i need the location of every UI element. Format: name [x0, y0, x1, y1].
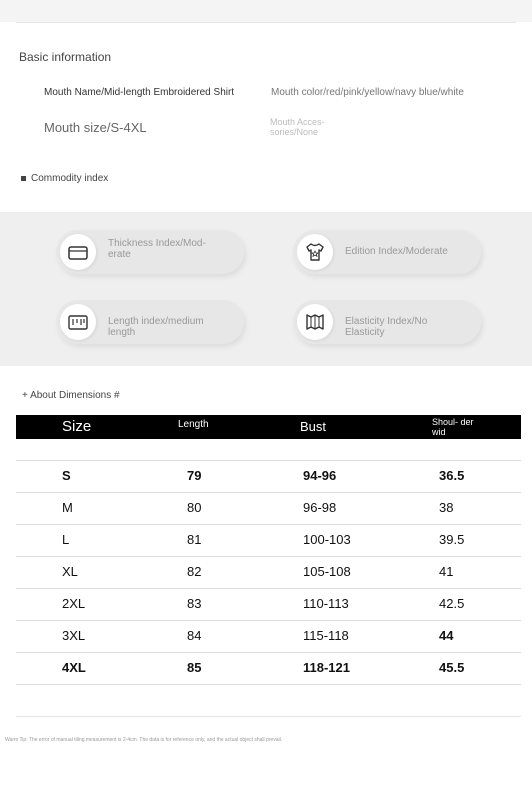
- cell-bust: 100-103: [303, 532, 351, 547]
- commodity-index-heading: [21, 173, 108, 184]
- cell-length: 80: [187, 500, 202, 515]
- header-length: Length: [178, 419, 209, 430]
- divider: [16, 22, 516, 23]
- fabric-icon: [297, 304, 333, 340]
- cell-length: 81: [187, 532, 202, 547]
- dimensions-heading: + About Dimensions #: [22, 390, 120, 401]
- cell-length: 83: [187, 596, 202, 611]
- table-row: [16, 589, 521, 621]
- elasticity-index-label: Elasticity Index/No Elasticity: [345, 316, 428, 338]
- length-index-pill: [56, 300, 244, 344]
- length-index-label: Length index/medium length: [108, 316, 204, 338]
- table-row: [16, 525, 521, 557]
- cell-size: M: [62, 500, 73, 515]
- table-row: [16, 493, 521, 525]
- cell-shoulder: 38: [439, 500, 454, 515]
- shirt-icon: [297, 234, 333, 270]
- cell-shoulder: 44: [439, 628, 454, 643]
- cell-size: XL: [62, 564, 78, 579]
- table-row: [16, 460, 521, 493]
- cell-shoulder: 36.5: [439, 468, 465, 483]
- table-row: [16, 653, 521, 685]
- cell-size: 4XL: [62, 660, 86, 675]
- cell-size: L: [62, 532, 70, 547]
- cell-length: 85: [187, 660, 202, 675]
- top-band: [0, 0, 532, 22]
- box-icon: [60, 234, 96, 270]
- product-accessories: Mouth Acces- sories/None: [270, 117, 325, 137]
- size-table: [16, 460, 521, 685]
- edition-index-label: Edition Index/Moderate: [345, 246, 448, 257]
- cell-bust: 96-98: [303, 500, 337, 515]
- header-shoulder: Shoul- der wid: [432, 417, 474, 437]
- cell-length: 82: [187, 564, 202, 579]
- elasticity-index-pill: [293, 300, 481, 344]
- thickness-index-pill: [56, 230, 244, 274]
- square-bullet-icon: [21, 176, 26, 181]
- warm-tip: Warm Tip: The error of manual tiling measurement is 2-4cm. The data is for reference only, and the actual object shall prevail.: [5, 737, 283, 743]
- size-table-header: [16, 415, 521, 439]
- header-size: Size: [62, 418, 92, 435]
- thickness-index-label: Thickness Index/Mod- erate: [108, 238, 206, 260]
- cell-bust: 94-96: [303, 468, 337, 483]
- table-row: [16, 557, 521, 589]
- cell-shoulder: 39.5: [439, 532, 465, 547]
- product-size: Mouth size/S-4XL: [44, 120, 147, 135]
- cell-length: 84: [187, 628, 202, 643]
- commodity-index-label: Commodity index: [31, 173, 109, 184]
- basic-info-heading: Basic information: [19, 50, 112, 64]
- cell-size: 3XL: [62, 628, 86, 643]
- cell-size: 2XL: [62, 596, 86, 611]
- divider: [16, 716, 521, 717]
- table-row: [16, 621, 521, 653]
- cell-length: 79: [187, 468, 202, 483]
- ruler-icon: [60, 304, 96, 340]
- cell-bust: 110-113: [303, 596, 349, 611]
- cell-bust: 115-118: [303, 628, 349, 643]
- product-name: Mouth Name/Mid-length Embroidered Shirt: [44, 87, 235, 98]
- header-bust: Bust: [300, 419, 327, 434]
- edition-index-pill: [293, 230, 481, 274]
- cell-bust: 118-121: [303, 660, 350, 675]
- cell-shoulder: 42.5: [439, 596, 465, 611]
- cell-shoulder: 41: [439, 564, 454, 579]
- cell-shoulder: 45.5: [439, 660, 465, 675]
- product-color: Mouth color/red/pink/yellow/navy blue/white: [271, 87, 464, 98]
- cell-bust: 105-108: [303, 564, 351, 579]
- cell-size: S: [62, 468, 71, 483]
